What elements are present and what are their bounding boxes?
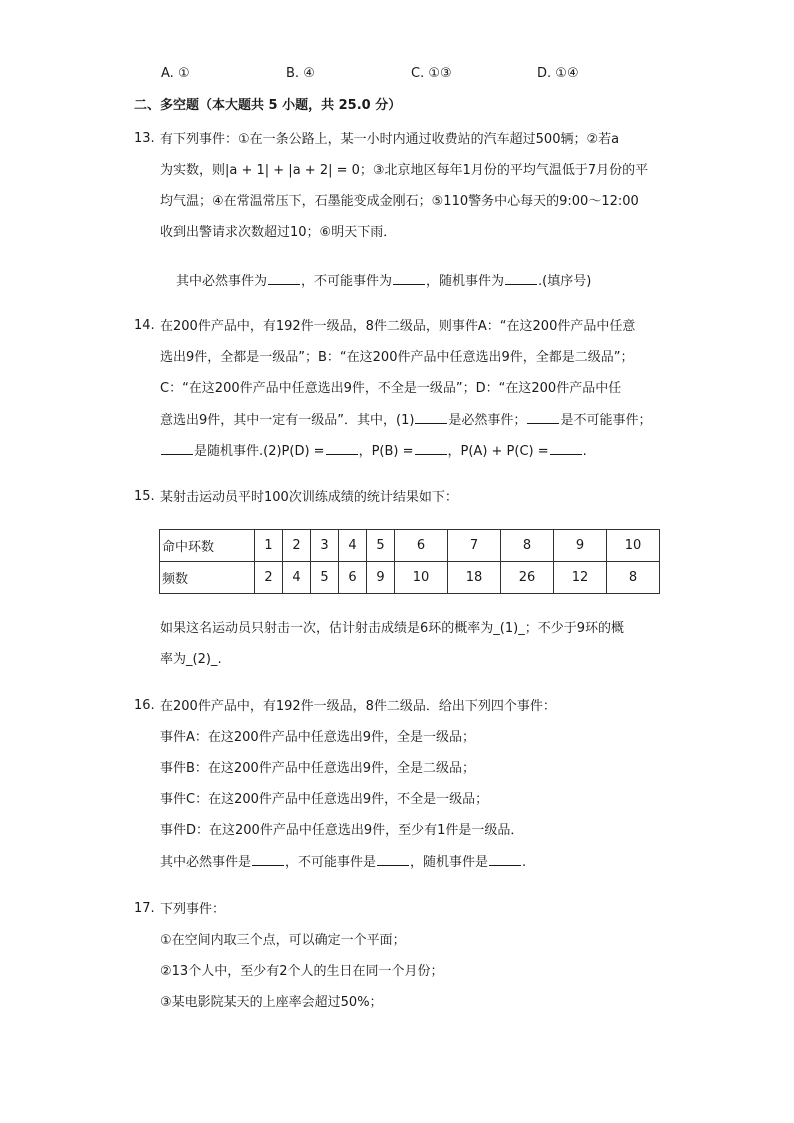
table-cell: 3	[311, 530, 339, 562]
q13-line-3: 均气温；④在常温常压下，石墨能变成金刚石；⑤110警务中心每天的9:00～12:00	[160, 194, 639, 209]
option-c-value: ①③	[428, 66, 452, 81]
table-cell: 5	[367, 530, 395, 562]
q14-line-5-part-1: ，P(B) =	[358, 444, 414, 459]
table-cell: 10	[606, 530, 659, 562]
table-cell: 2	[283, 530, 311, 562]
q13-line-4: 收到出警请求次数超过10；⑥明天下雨．	[160, 225, 397, 240]
q16-answer-part-1: 其中必然事件是	[160, 855, 252, 870]
q13-answer-part-3: ，随机事件为	[426, 274, 505, 289]
q17-item-3: ③某电影院某天的上座率会超过50%；	[160, 995, 383, 1010]
option-a-letter: A.	[161, 66, 174, 81]
q16-answer-part-4: .	[522, 855, 527, 870]
q14-blank-certain[interactable]	[415, 411, 447, 424]
q15-follow-text-4: .	[217, 652, 222, 667]
table-cell: 4	[283, 562, 311, 594]
q16-blank-random[interactable]	[489, 853, 521, 866]
table-cell: 9	[553, 530, 606, 562]
q15-follow-text-3: 率为	[160, 652, 187, 667]
q14-blank-random[interactable]	[161, 442, 193, 455]
q14-line-4	[160, 411, 651, 430]
option-c	[411, 66, 452, 81]
q15-follow-text-2: ；不少于9环的概	[524, 621, 624, 636]
q16-answer-part-3: ，随机事件是	[410, 855, 489, 870]
q14-line-5-part-2: ，P(A) + P(C) =	[447, 444, 549, 459]
q13-line-2: 为实数，则|a + 1| + |a + 2| = 0；③北京地区每年1月份的平均气温低于7月份的平	[160, 163, 649, 178]
q14-line-1: 在200件产品中，有192件一级品，8件二级品，则事件A：“在这200件产品中任意	[160, 319, 636, 334]
q14-blank-impossible[interactable]	[527, 411, 559, 424]
q15-follow-line-1	[160, 620, 624, 638]
table-cell: 9	[367, 562, 395, 594]
q15-blank-2[interactable]: _(2)_	[186, 652, 218, 667]
q13-answer-line	[176, 272, 591, 291]
table-row	[160, 562, 660, 594]
q13-answer-part-2: ，不可能事件为	[301, 274, 393, 289]
q16-event-b: 事件B：在这200件产品中任意选出9件，全是二级品；	[160, 761, 476, 776]
q14-line-2: 选出9件，全都是一级品”；B：“在这200件产品中任意选出9件，全都是二级品”；	[160, 350, 634, 365]
q17-item-2: ②13个人中，至少有2个人的生日在同一个月份；	[160, 964, 444, 979]
section-title: 二、多空题（本大题共 5 小题，共 25.0 分）	[134, 98, 402, 113]
q16-blank-impossible[interactable]	[377, 853, 409, 866]
q16-event-d: 事件D：在这200件产品中任意选出9件，至少有1件是一级品．	[160, 823, 524, 838]
table-cell: 10	[395, 562, 448, 594]
option-a-value: ①	[177, 66, 190, 81]
q13-blank-impossible[interactable]	[393, 272, 425, 285]
table-cell: 6	[339, 562, 367, 594]
table-cell: 5	[311, 562, 339, 594]
q16-number: 16.	[134, 698, 155, 713]
table-cell: 26	[501, 562, 554, 594]
table-cell: 7	[448, 530, 501, 562]
q15-blank-1[interactable]: _(1)_	[493, 621, 525, 636]
q16-event-a: 事件A：在这200件产品中任意选出9件，全是一级品；	[160, 730, 475, 745]
table-cell: 18	[448, 562, 501, 594]
q14-line-4-part-1: 是必然事件；	[448, 413, 527, 428]
q13-answer-part-1: 其中必然事件为	[176, 274, 268, 289]
option-d-letter: D.	[537, 66, 552, 81]
q13-number: 13.	[134, 131, 155, 146]
table-cell: 1	[255, 530, 283, 562]
q17-item-1: ①在空间内取三个点，可以确定一个平面；	[160, 933, 406, 948]
q13-blank-random[interactable]	[505, 272, 537, 285]
table-row-label: 频数	[160, 562, 255, 594]
table-row-label: 命中环数	[160, 530, 255, 562]
option-c-letter: C.	[411, 66, 425, 81]
option-b	[286, 66, 315, 81]
option-b-value: ④	[303, 66, 315, 81]
q15-follow-text-1: 如果这名运动员只射击一次，估计射击成绩是6环的概率为	[160, 621, 494, 636]
option-a	[161, 66, 190, 81]
q14-blank-pb[interactable]	[415, 442, 447, 455]
table-cell: 8	[501, 530, 554, 562]
q13-answer-part-4: .(填序号)	[538, 274, 592, 289]
table-cell: 6	[395, 530, 448, 562]
table-cell: 4	[339, 530, 367, 562]
q14-blank-pd[interactable]	[326, 442, 358, 455]
q15-follow-line-2	[160, 651, 222, 669]
q16-answer-part-2: ，不可能事件是	[285, 855, 377, 870]
option-d	[537, 66, 579, 81]
q14-number: 14.	[134, 318, 155, 333]
table-cell: 2	[255, 562, 283, 594]
table-cell: 12	[553, 562, 606, 594]
q16-answer-line	[160, 853, 526, 872]
q13-blank-certain[interactable]	[268, 272, 300, 285]
table-row	[160, 530, 660, 562]
q16-line-1: 在200件产品中，有192件一级品，8件二级品．给出下列四个事件：	[160, 699, 556, 714]
option-b-letter: B.	[286, 66, 300, 81]
q14-line-4-part-2: 是不可能事件；	[560, 413, 652, 428]
q14-line-3: C：“在这200件产品中任意选出9件，不全是一级品”；D：“在这200件产品中任	[160, 381, 622, 396]
q15-number: 15.	[134, 489, 155, 504]
q13-line-1: 有下列事件：①在一条公路上，某一小时内通过收费站的汽车超过500辆；②若a	[160, 132, 620, 147]
q14-line-5-part-3: .	[582, 444, 587, 459]
table-cell: 8	[606, 562, 659, 594]
q16-event-c: 事件C：在这200件产品中任意选出9件，不全是一级品；	[160, 792, 489, 807]
option-d-value: ①④	[555, 66, 579, 81]
q17-line-1: 下列事件：	[160, 902, 226, 917]
q14-line-4-text: 意选出9件，其中一定有一级品”．其中，(1)	[160, 413, 415, 428]
q15-intro: 某射击运动员平时100次训练成绩的统计结果如下：	[160, 490, 458, 505]
q14-blank-pa-pc[interactable]	[550, 442, 582, 455]
frequency-table	[159, 529, 660, 594]
q14-line-5	[160, 442, 587, 461]
q14-line-5-text: 是随机事件.(2)P(D) =	[194, 444, 325, 459]
q16-blank-certain[interactable]	[252, 853, 284, 866]
q17-number: 17.	[134, 901, 155, 916]
